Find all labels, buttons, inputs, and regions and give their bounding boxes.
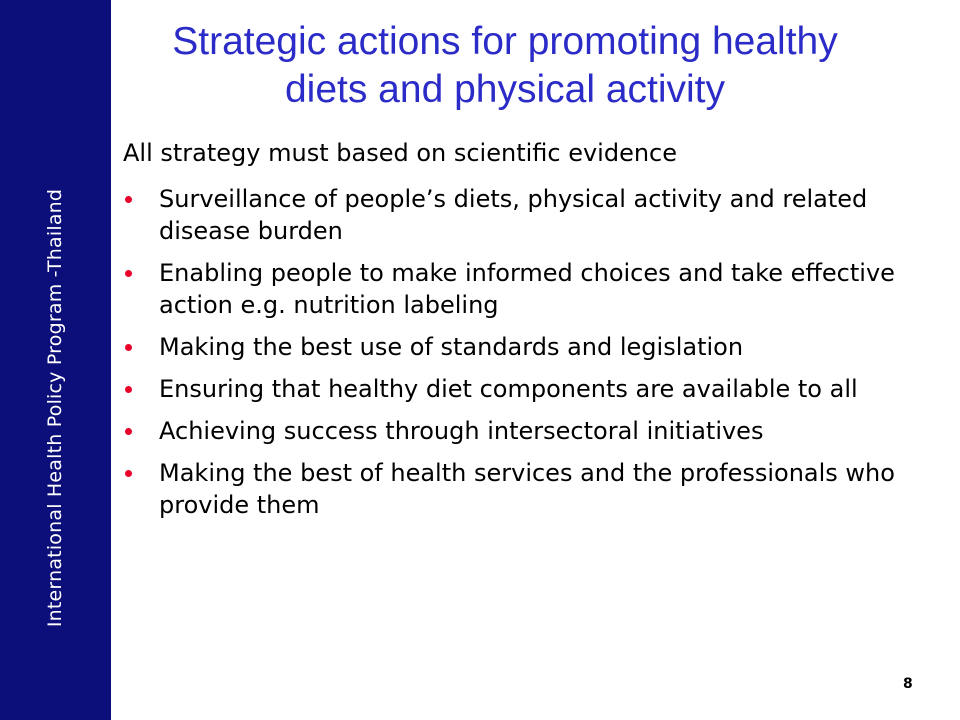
bullet-text: Making the best of health services and the professionals who provide them: [159, 459, 895, 519]
bullet-item: [123, 183, 903, 247]
bullet-text: Making the best use of standards and legislation: [159, 333, 744, 361]
slide-title-line-2: diets and physical activity: [284, 68, 726, 111]
intro-text: All strategy must based on scientific evidence: [123, 139, 678, 167]
bullet-dot-icon: [125, 196, 132, 203]
sidebar-band: [0, 0, 111, 720]
sidebar-label: International Health Policy Program -Thailand: [44, 188, 66, 628]
bullet-dot-icon: [125, 386, 132, 393]
bullet-dot-icon: [125, 470, 132, 477]
bullet-item: [123, 373, 903, 405]
bullet-text: Surveillance of people’s diets, physical activity and related disease burden: [159, 185, 868, 245]
slide-title-line-1: Strategic actions for promoting healthy: [172, 20, 838, 63]
slide-title: [125, 18, 885, 114]
bullet-list: [123, 183, 903, 531]
page-number: 8: [903, 676, 913, 692]
bullet-dot-icon: [125, 428, 132, 435]
bullet-item: [123, 457, 903, 521]
bullet-dot-icon: [125, 270, 132, 277]
bullet-text: Enabling people to make informed choices and take effective action e.g. nutrition labeling: [159, 259, 895, 319]
bullet-text: Achieving success through intersectoral initiatives: [159, 417, 764, 445]
bullet-text: Ensuring that healthy diet components are available to all: [159, 375, 858, 403]
bullet-item: [123, 331, 903, 363]
bullet-dot-icon: [125, 344, 132, 351]
bullet-item: [123, 257, 903, 321]
bullet-item: [123, 415, 903, 447]
